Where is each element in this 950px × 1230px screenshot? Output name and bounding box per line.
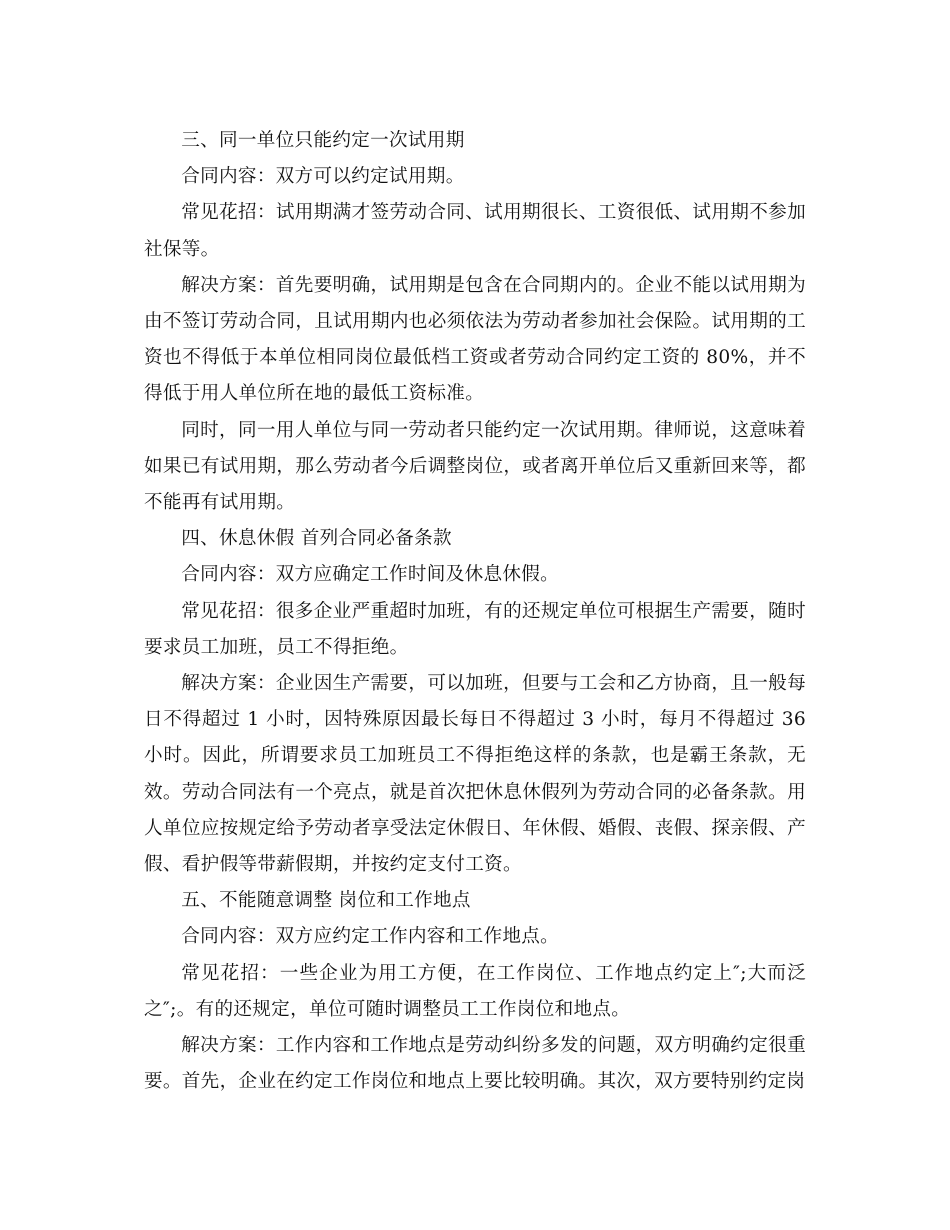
section-heading-job-location: 五、不能随意调整 岗位和工作地点 — [181, 890, 471, 912]
contract-content-paragraph: 合同内容：双方应约定工作内容和工作地点。 — [181, 926, 560, 948]
solution-paragraph: 解决方案：工作内容和工作地点是劳动纠纷多发的问题，双方明确约定很重要。首先，企业在约定工作岗位和地点上要比较明确。其次，双方要特别约定岗 — [144, 1035, 806, 1093]
section-heading-rest-leave: 四、休息休假 首列合同必备条款 — [181, 528, 452, 550]
common-tricks-paragraph: 常见花招：很多企业严重超时加班，有的还规定单位可根据生产需要，随时要求员工加班，员工不得拒绝。 — [144, 600, 806, 658]
solution-paragraph: 解决方案：企业因生产需要，可以加班，但要与工会和乙方协商，且一般每日不得超过 1 小时，因特殊原因最长每日不得超过 3 小时，每月不得超过 36 小时。因此，所谓要求员工加班员工不得拒绝这样的条款，也是霸王条款，无效。劳动合同法有一个亮点，就是首次把休息休假列为劳动合同的必备条款。用人单位应按规定给予劳动者享受法定休假日、年休假、婚假、丧假、探亲假、产假、看护假等带薪假期，并按约定支付工资。 — [144, 673, 806, 876]
contract-content-paragraph: 合同内容：双方应确定工作时间及休息休假。 — [181, 564, 560, 586]
solution-paragraph: 解决方案：首先要明确，试用期是包含在合同期内的。企业不能以试用期为由不签订劳动合同，且试用期内也必须依法为劳动者参加社会保险。试用期的工资也不得低于本单位相同岗位最低档工资或者劳动合同约定工资的 80%，并不得低于用人单位所在地的最低工资标准。 — [144, 274, 806, 405]
section-heading-probation: 三、同一单位只能约定一次试用期 — [181, 130, 465, 151]
contract-content-paragraph: 合同内容：双方可以约定试用期。 — [181, 166, 465, 188]
common-tricks-paragraph: 常见花招：试用期满才签劳动合同、试用期很长、工资很低、试用期不参加社保等。 — [144, 202, 806, 260]
document-body — [144, 123, 806, 1100]
body-paragraph: 同时，同一用人单位与同一劳动者只能约定一次试用期。律师说，这意味着如果已有试用期，那么劳动者今后调整岗位，或者离开单位后又重新回来等，都不能再有试用期。 — [144, 419, 806, 514]
common-tricks-paragraph: 常见花招：一些企业为用工方便，在工作岗位、工作地点约定上″;大而泛之″;。有的还规定，单位可随时调整员工工作岗位和地点。 — [144, 962, 806, 1020]
